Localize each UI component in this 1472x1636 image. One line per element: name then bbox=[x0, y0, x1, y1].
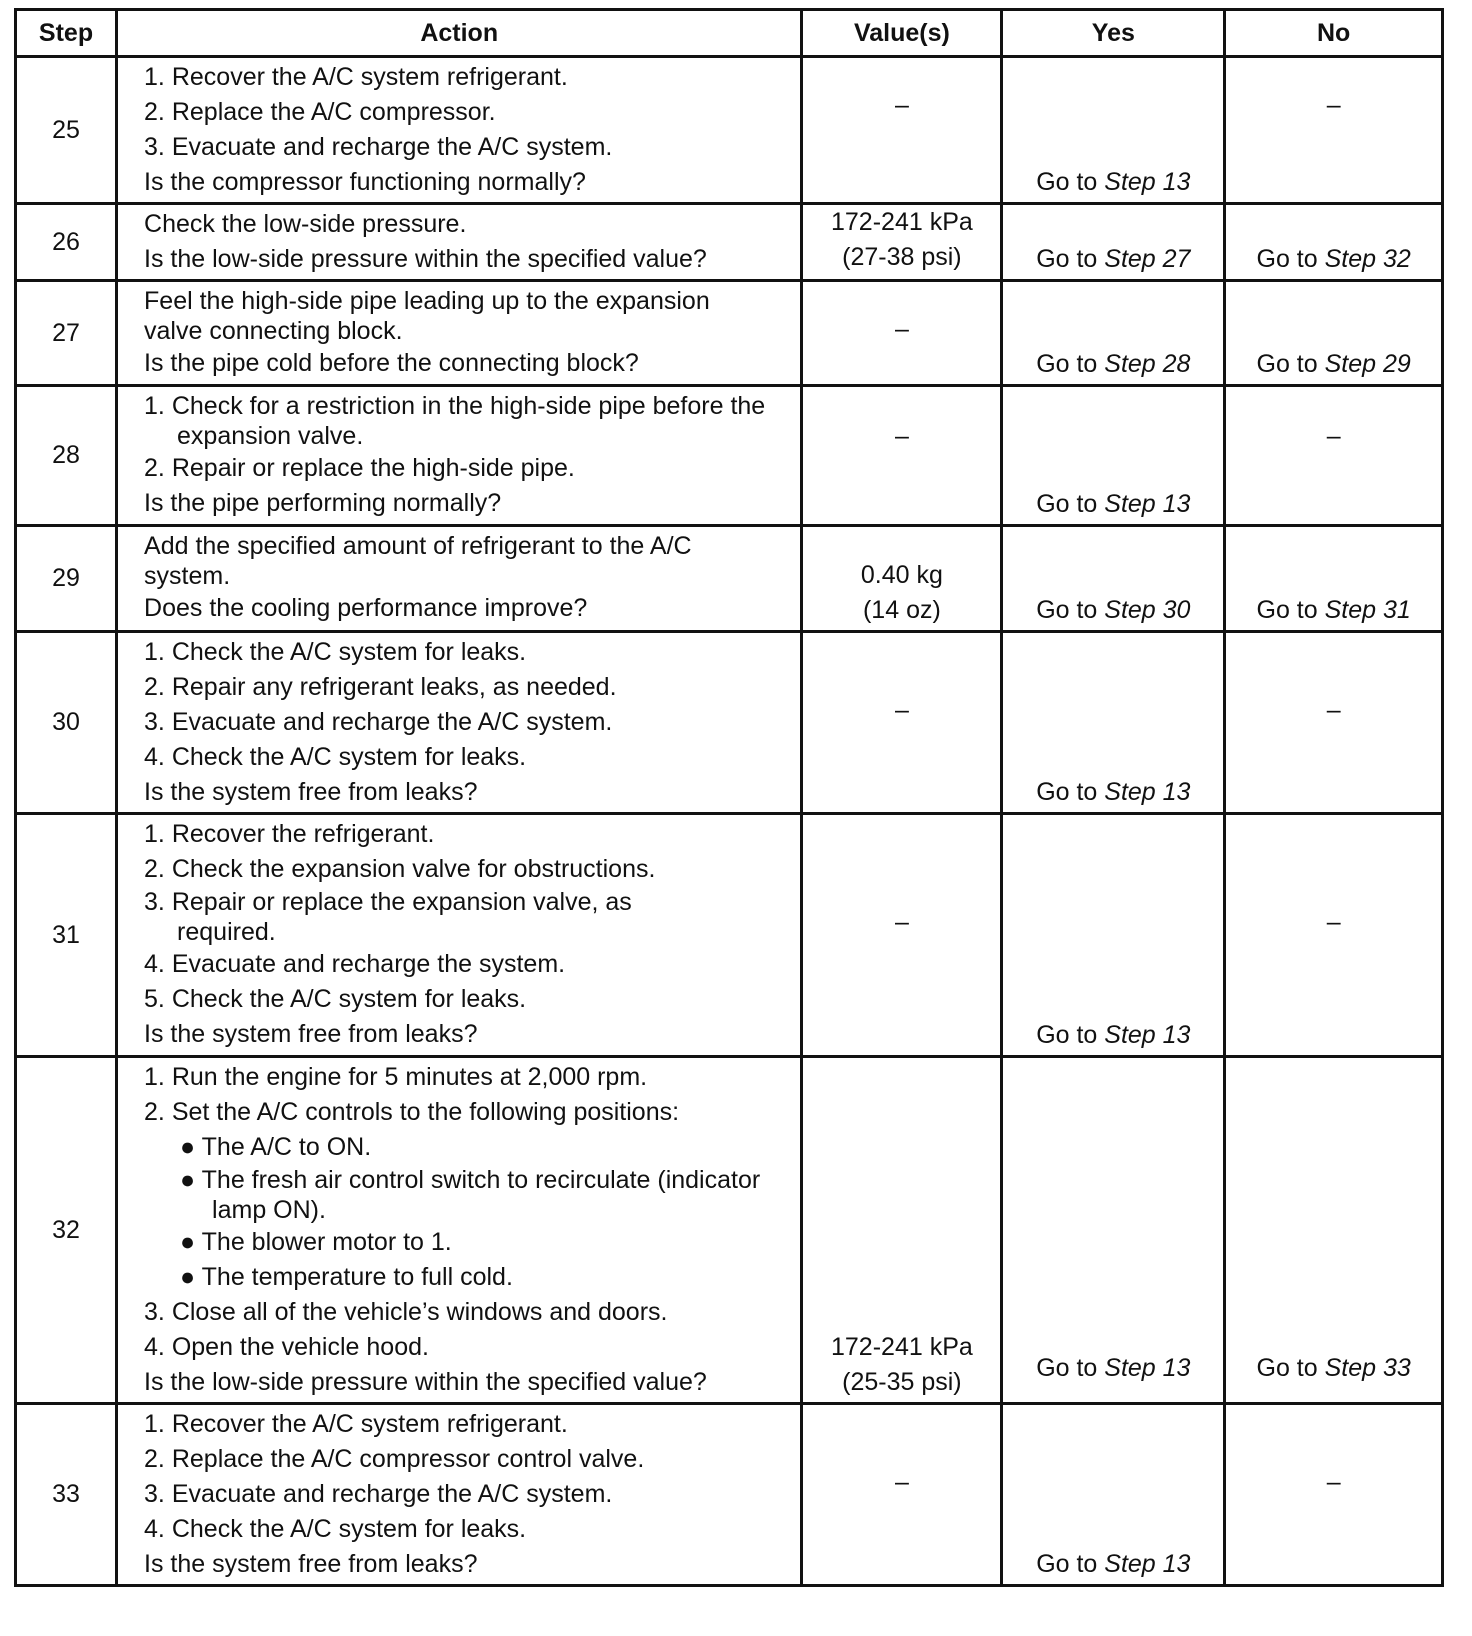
value-dash: – bbox=[894, 91, 909, 119]
action-item: 1. Run the engine for 5 minutes at 2,000 rpm. bbox=[144, 1063, 648, 1091]
table-row bbox=[16, 1404, 1443, 1586]
action-item: 4. Evacuate and recharge the system. bbox=[144, 950, 566, 978]
yes-step-link[interactable]: Step 30 bbox=[1104, 596, 1191, 624]
yes-step-link[interactable]: Step 13 bbox=[1104, 1021, 1191, 1049]
no-cell bbox=[1225, 526, 1443, 632]
yes-step-link[interactable]: Step 27 bbox=[1104, 245, 1191, 273]
yes-cell bbox=[1002, 1404, 1225, 1586]
yes-cell bbox=[1002, 814, 1225, 1057]
value-group bbox=[803, 558, 1000, 628]
no-step-link[interactable]: Step 29 bbox=[1324, 350, 1411, 378]
step-number: 26 bbox=[16, 204, 117, 281]
no-dash: – bbox=[1326, 422, 1341, 450]
value-dash: – bbox=[894, 315, 909, 343]
table-row bbox=[16, 814, 1443, 1057]
yes-goto: Go to Step 13 bbox=[1036, 490, 1191, 518]
action-item: Feel the high-side pipe leading up to the expansion valve connecting block. bbox=[144, 287, 710, 345]
value-imperial: (25-35 psi) bbox=[842, 1368, 962, 1396]
bullet-item: ● The A/C to ON. bbox=[180, 1133, 372, 1161]
action-item: 1. Recover the refrigerant. bbox=[144, 820, 435, 848]
action-question: Is the pipe performing normally? bbox=[144, 489, 502, 517]
action-item: Check the low-side pressure. bbox=[144, 210, 467, 238]
action-item: 1. Recover the A/C system refrigerant. bbox=[144, 63, 568, 91]
action-cell bbox=[117, 57, 802, 204]
action-item: 2. Repair any refrigerant leaks, as needed. bbox=[144, 673, 617, 701]
action-cell bbox=[117, 1057, 802, 1404]
value-dash: – bbox=[894, 908, 909, 936]
yes-cell bbox=[1002, 281, 1225, 386]
value-imperial: (14 oz) bbox=[862, 596, 941, 624]
table-row bbox=[16, 281, 1443, 386]
yes-goto: Go to Step 13 bbox=[1036, 1021, 1191, 1049]
no-cell bbox=[1225, 57, 1443, 204]
step-number: 25 bbox=[16, 57, 117, 204]
no-cell bbox=[1225, 814, 1443, 1057]
yes-step-link[interactable]: Step 13 bbox=[1104, 1354, 1191, 1382]
header-step: Step bbox=[16, 10, 117, 57]
action-item: 2. Repair or replace the high-side pipe. bbox=[144, 454, 575, 482]
value-cell bbox=[802, 632, 1002, 814]
yes-cell bbox=[1002, 57, 1225, 204]
value-imperial: (27-38 psi) bbox=[842, 243, 962, 271]
action-item: 4. Check the A/C system for leaks. bbox=[144, 743, 527, 771]
yes-goto: Go to Step 13 bbox=[1036, 168, 1191, 196]
yes-cell bbox=[1002, 386, 1225, 526]
step-number: 28 bbox=[16, 386, 117, 526]
step-number: 27 bbox=[16, 281, 117, 386]
value-metric: 0.40 kg bbox=[860, 561, 943, 589]
value-cell bbox=[802, 57, 1002, 204]
table-row bbox=[16, 632, 1443, 814]
step-number: 32 bbox=[16, 1057, 117, 1404]
bullet-item: ● The temperature to full cold. bbox=[180, 1263, 513, 1291]
value-group bbox=[803, 1330, 1000, 1400]
action-question: Is the system free from leaks? bbox=[144, 1020, 478, 1048]
action-question: Is the low-side pressure within the specified value? bbox=[144, 245, 707, 273]
action-question: Is the system free from leaks? bbox=[144, 1550, 478, 1578]
yes-cell bbox=[1002, 204, 1225, 281]
action-item: 1. Check the A/C system for leaks. bbox=[144, 638, 527, 666]
action-question: Is the pipe cold before the connecting block? bbox=[144, 349, 639, 377]
no-goto: Go to Step 31 bbox=[1256, 596, 1411, 624]
header-action: Action bbox=[117, 10, 802, 57]
value-cell bbox=[802, 1057, 1002, 1404]
no-cell bbox=[1225, 1057, 1443, 1404]
table-row bbox=[16, 1057, 1443, 1404]
no-goto: Go to Step 29 bbox=[1256, 350, 1411, 378]
value-cell bbox=[802, 526, 1002, 632]
action-item: 2. Replace the A/C compressor control valve. bbox=[144, 1445, 645, 1473]
table-row bbox=[16, 386, 1443, 526]
value-cell bbox=[802, 204, 1002, 281]
no-cell bbox=[1225, 632, 1443, 814]
action-cell bbox=[117, 526, 802, 632]
header-yes: Yes bbox=[1002, 10, 1225, 57]
value-metric: 172-241 kPa bbox=[831, 208, 973, 236]
action-cell bbox=[117, 632, 802, 814]
no-step-link[interactable]: Step 33 bbox=[1324, 1354, 1411, 1382]
step-number: 29 bbox=[16, 526, 117, 632]
action-item: 1. Recover the A/C system refrigerant. bbox=[144, 1410, 568, 1438]
yes-step-link[interactable]: Step 28 bbox=[1104, 350, 1191, 378]
no-dash: – bbox=[1326, 908, 1341, 936]
action-cell bbox=[117, 281, 802, 386]
value-cell bbox=[802, 814, 1002, 1057]
action-item: 4. Open the vehicle hood. bbox=[144, 1333, 429, 1361]
no-step-link[interactable]: Step 31 bbox=[1324, 596, 1411, 624]
action-item: 2. Replace the A/C compressor. bbox=[144, 98, 496, 126]
no-cell bbox=[1225, 281, 1443, 386]
action-question: Is the system free from leaks? bbox=[144, 778, 478, 806]
yes-goto: Go to Step 27 bbox=[1036, 245, 1191, 273]
yes-cell bbox=[1002, 1057, 1225, 1404]
yes-step-link[interactable]: Step 13 bbox=[1104, 168, 1191, 196]
yes-goto: Go to Step 28 bbox=[1036, 350, 1191, 378]
action-cell bbox=[117, 386, 802, 526]
value-metric: 172-241 kPa bbox=[831, 1333, 973, 1361]
header-no: No bbox=[1225, 10, 1443, 57]
action-item: 4. Check the A/C system for leaks. bbox=[144, 1515, 527, 1543]
no-step-link[interactable]: Step 32 bbox=[1324, 245, 1411, 273]
value-dash: – bbox=[894, 696, 909, 724]
yes-goto: Go to Step 30 bbox=[1036, 596, 1191, 624]
step-number: 33 bbox=[16, 1404, 117, 1586]
header-values: Value(s) bbox=[802, 10, 1002, 57]
value-cell bbox=[802, 281, 1002, 386]
action-item: 1. Check for a restriction in the high-side pipe before the expansion valve. bbox=[144, 392, 766, 450]
action-item: 2. Set the A/C controls to the following positions: bbox=[144, 1098, 680, 1126]
action-item: 2. Check the expansion valve for obstructions. bbox=[144, 855, 656, 883]
table-row bbox=[16, 204, 1443, 281]
action-cell bbox=[117, 204, 802, 281]
value-dash: – bbox=[894, 1468, 909, 1496]
yes-goto: Go to Step 13 bbox=[1036, 778, 1191, 806]
action-question: Does the cooling performance improve? bbox=[144, 594, 588, 622]
action-item: 3. Close all of the vehicle’s windows and doors. bbox=[144, 1298, 668, 1326]
no-cell bbox=[1225, 386, 1443, 526]
table-row bbox=[16, 57, 1443, 204]
yes-goto: Go to Step 13 bbox=[1036, 1550, 1191, 1578]
action-item: 3. Evacuate and recharge the A/C system. bbox=[144, 1480, 613, 1508]
action-cell bbox=[117, 1404, 802, 1586]
header-row bbox=[16, 10, 1443, 57]
action-item: 5. Check the A/C system for leaks. bbox=[144, 985, 527, 1013]
yes-step-link[interactable]: Step 13 bbox=[1104, 778, 1191, 806]
yes-goto: Go to Step 13 bbox=[1036, 1354, 1191, 1382]
value-cell bbox=[802, 386, 1002, 526]
action-question: Is the compressor functioning normally? bbox=[144, 168, 586, 196]
step-number: 30 bbox=[16, 632, 117, 814]
yes-step-link[interactable]: Step 13 bbox=[1104, 490, 1191, 518]
no-cell bbox=[1225, 1404, 1443, 1586]
action-cell bbox=[117, 814, 802, 1057]
step-number: 31 bbox=[16, 814, 117, 1057]
no-dash: – bbox=[1326, 1468, 1341, 1496]
yes-cell bbox=[1002, 526, 1225, 632]
yes-step-link[interactable]: Step 13 bbox=[1104, 1550, 1191, 1578]
yes-cell bbox=[1002, 632, 1225, 814]
bullet-item: ● The fresh air control switch to recirculate (indicator lamp ON). bbox=[180, 1166, 761, 1224]
value-cell bbox=[802, 1404, 1002, 1586]
action-item: 3. Evacuate and recharge the A/C system. bbox=[144, 133, 613, 161]
no-goto: Go to Step 33 bbox=[1256, 1354, 1411, 1382]
no-goto: Go to Step 32 bbox=[1256, 245, 1411, 273]
table-row bbox=[16, 526, 1443, 632]
diagnostic-table bbox=[14, 8, 1444, 1587]
action-item: 3. Evacuate and recharge the A/C system. bbox=[144, 708, 613, 736]
action-question: Is the low-side pressure within the specified value? bbox=[144, 1368, 707, 1396]
no-cell bbox=[1225, 204, 1443, 281]
no-dash: – bbox=[1326, 696, 1341, 724]
action-item: 3. Repair or replace the expansion valve, as required. bbox=[144, 888, 632, 946]
bullet-item: ● The blower motor to 1. bbox=[180, 1228, 452, 1256]
value-dash: – bbox=[894, 422, 909, 450]
action-item: Add the specified amount of refrigerant to the A/C system. bbox=[144, 532, 692, 590]
no-dash: – bbox=[1326, 91, 1341, 119]
